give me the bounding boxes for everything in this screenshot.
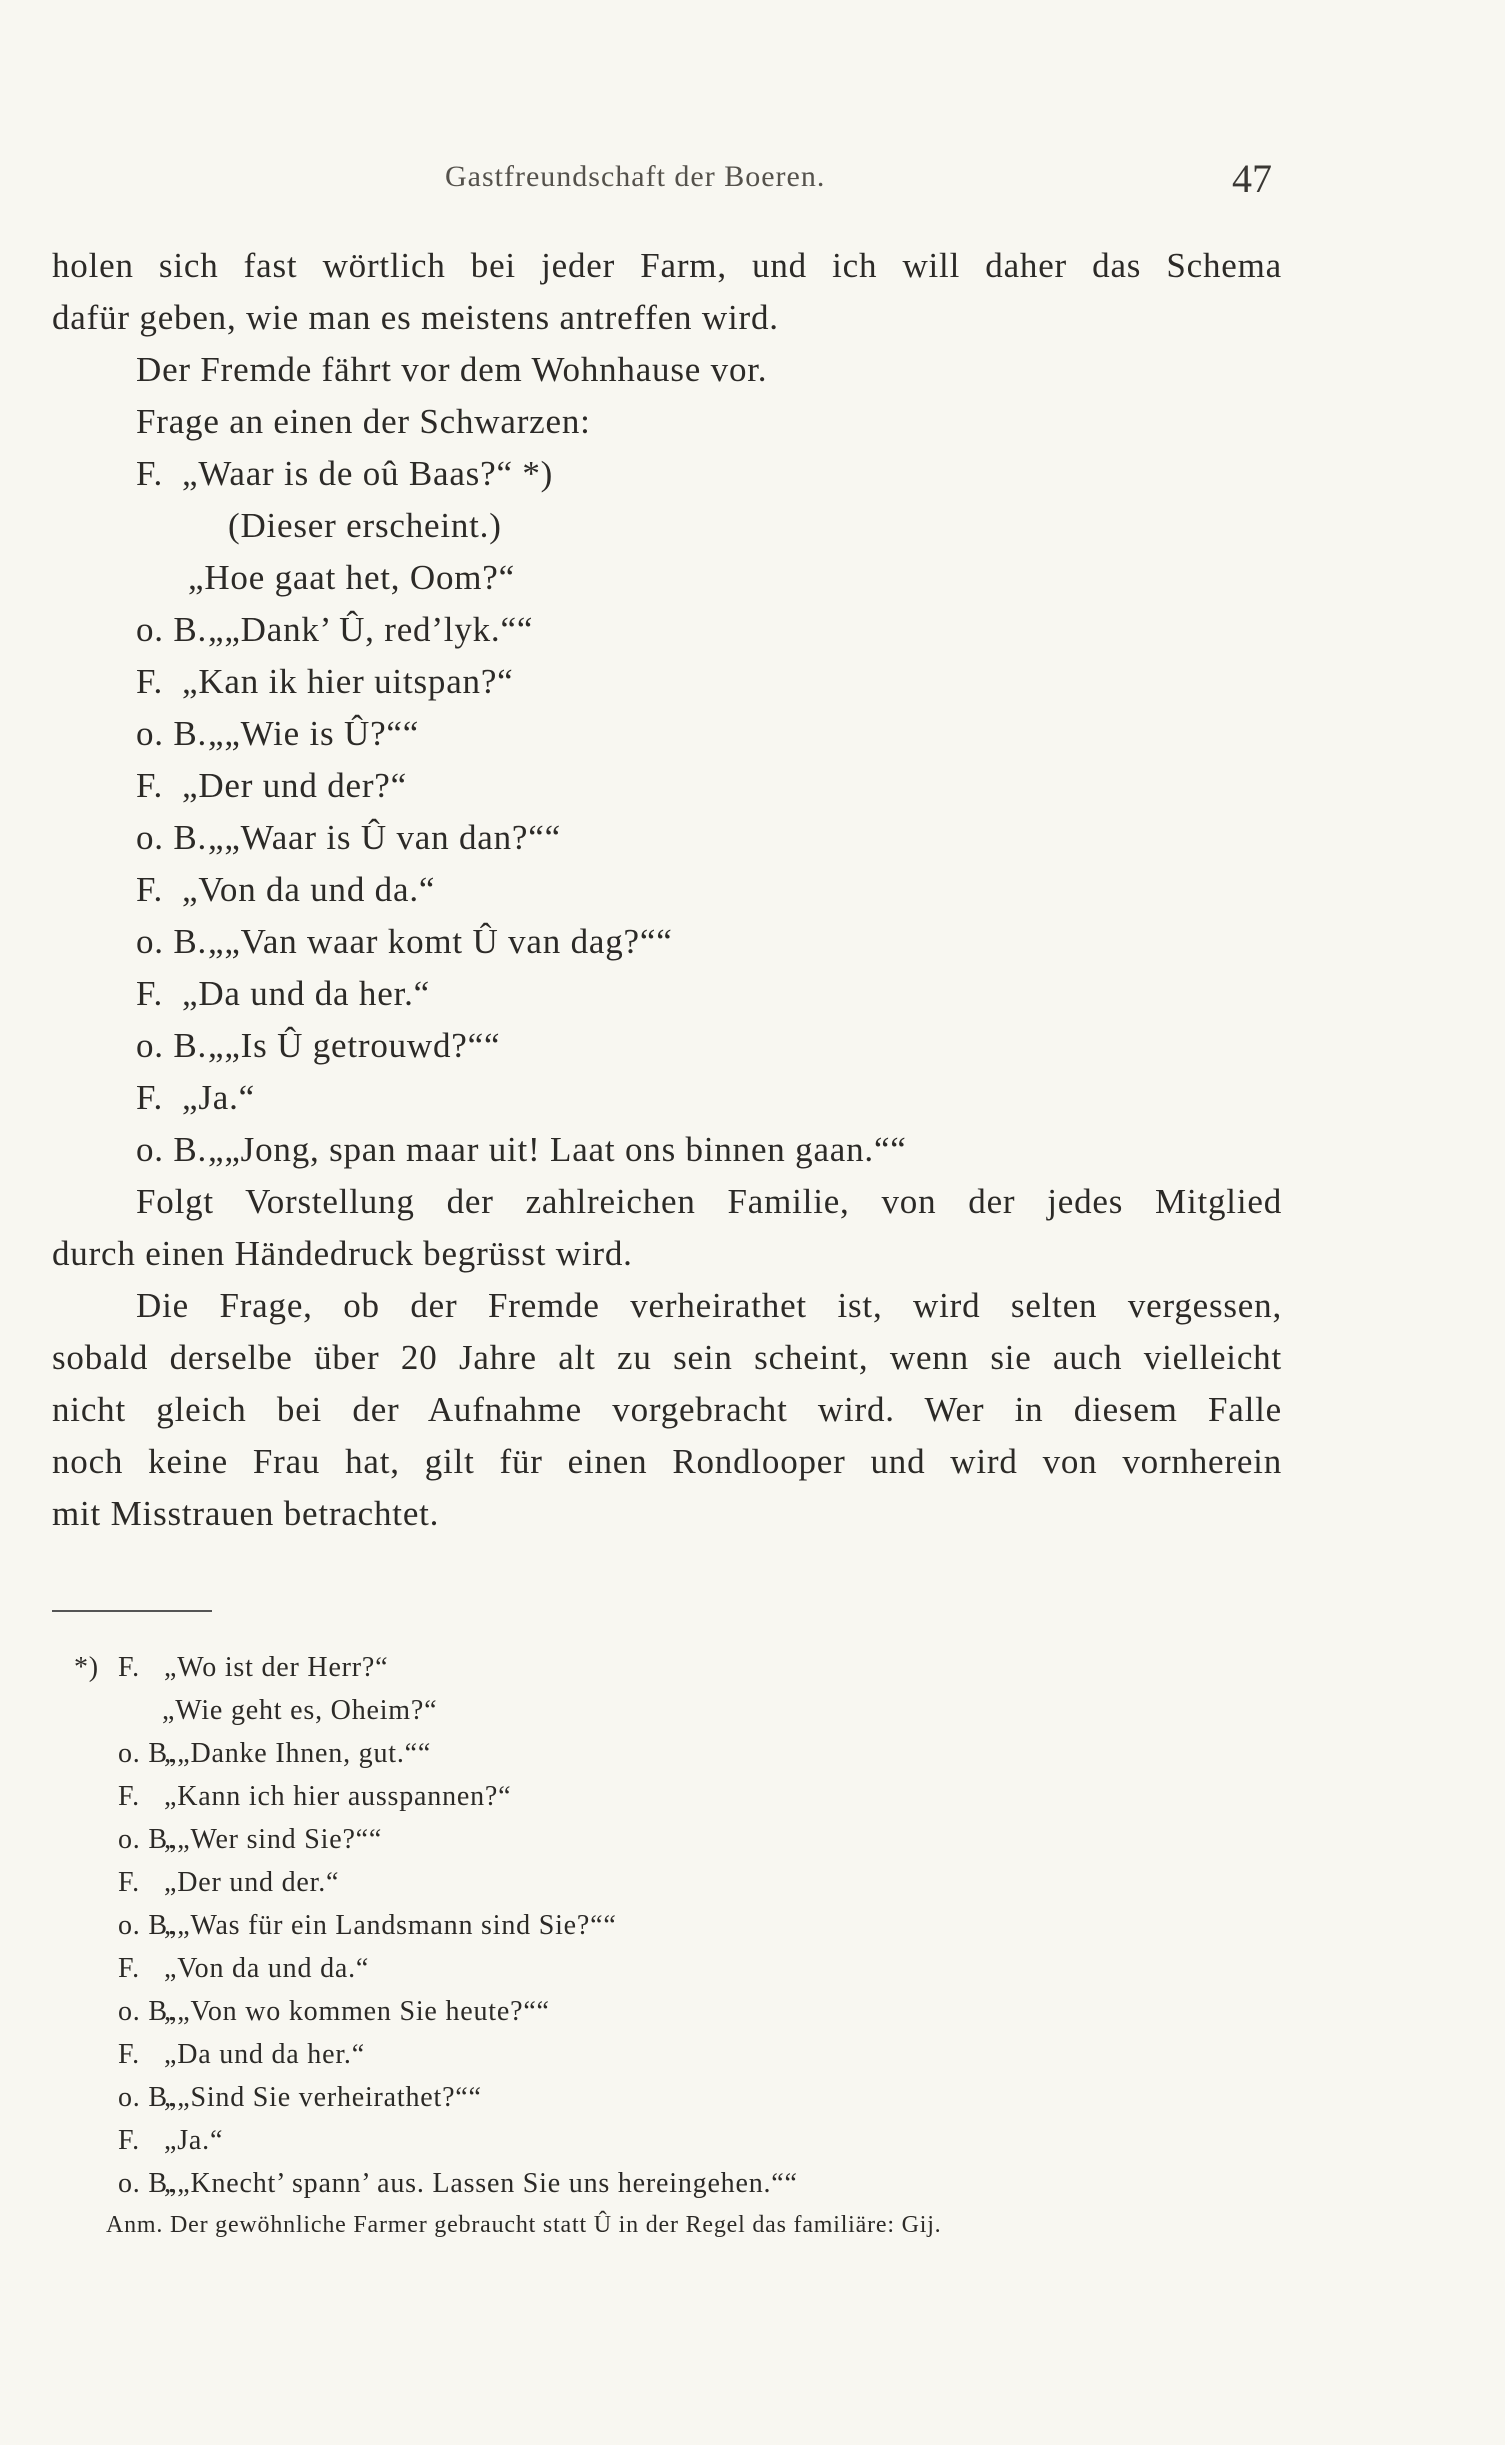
dialog-text: „Ja.“ — [182, 1078, 255, 1117]
footnote-line — [118, 2162, 1218, 2205]
footnote-line — [118, 2076, 1218, 2119]
footnote-line — [118, 1947, 1218, 1990]
text-line: noch keine Frau hat, gilt für einen Rondlooper und wird von vornherein — [52, 1442, 1282, 1481]
annotation-note: Anm. Der gewöhnliche Farmer gebraucht statt Û in der Regel das familiäre: Gij. — [106, 2212, 942, 2238]
dialog-text: „Von da und da.“ — [182, 870, 436, 909]
footnote-line — [118, 1689, 1218, 1732]
footnote-text: „Wie geht es, Oheim?“ — [162, 1695, 438, 1726]
footnote-line — [118, 1732, 1218, 1775]
text-line: Der Fremde fährt vor dem Wohnhause vor. — [136, 350, 768, 389]
dialog-text: „„Is Û getrouwd?““ — [208, 1026, 501, 1065]
dialog-line — [52, 1124, 1282, 1176]
footnote-text: „Von da und da.“ — [164, 1953, 370, 1984]
dialog-line — [52, 708, 1282, 760]
speaker: F. — [136, 974, 164, 1013]
speaker: F. — [136, 662, 164, 701]
footnote-line — [74, 1646, 1218, 1689]
page-number: 47 — [1232, 156, 1272, 201]
footnote-rule — [52, 1610, 212, 1612]
running-title: Gastfreundschaft der Boeren. — [445, 160, 826, 193]
dialog-line — [52, 552, 1282, 604]
speaker: F. — [118, 1781, 140, 1812]
speaker: F. — [136, 454, 164, 493]
dialog-text: „„Wie is Û?““ — [208, 714, 420, 753]
speaker: o. B. — [136, 1026, 208, 1065]
dialog-line — [52, 1020, 1282, 1072]
dialog-line — [52, 448, 1282, 500]
speaker: F. — [136, 766, 164, 805]
dialog-line — [52, 500, 1282, 552]
speaker: F. — [118, 2039, 140, 2070]
text-line: dafür geben, wie man es meistens antreffen wird. — [52, 298, 779, 337]
footnote-text: „„Was für ein Landsmann sind Sie?““ — [164, 1910, 617, 1941]
speaker: F. — [118, 2125, 140, 2156]
speaker: o. B. — [118, 1910, 176, 1941]
speaker: o. B. — [118, 1824, 176, 1855]
footnote-line — [118, 2119, 1218, 2162]
dialog-text: „Da und da her.“ — [182, 974, 430, 1013]
footnote-text: „Der und der.“ — [164, 1867, 340, 1898]
dialog-text: (Dieser erscheint.) — [228, 506, 502, 545]
speaker: o. B. — [136, 922, 208, 961]
footnote-text: „Ja.“ — [164, 2125, 224, 2156]
dialog-text: „„Van waar komt Û van dag?““ — [208, 922, 673, 961]
dialog-line — [52, 604, 1282, 656]
speaker: F. — [118, 1953, 140, 1984]
footnote-text: „„Von wo kommen Sie heute?““ — [164, 1996, 550, 2027]
footnote-line — [118, 1775, 1218, 1818]
footnote-text: „Wo ist der Herr?“ — [164, 1652, 389, 1683]
text-line: durch einen Händedruck begrüsst wird. — [52, 1234, 633, 1273]
footnote — [74, 1646, 1218, 2205]
speaker: o. B. — [118, 2168, 176, 2199]
dialog-text: „„Dank’ Û, red’lyk.““ — [208, 610, 534, 649]
footnote-line — [118, 1861, 1218, 1904]
dialog-line — [52, 968, 1282, 1020]
footnote-text: „„Wer sind Sie?““ — [164, 1824, 383, 1855]
dialog-text: „„Jong, span maar uit! Laat ons binnen gaan.““ — [208, 1130, 907, 1169]
text-line: nicht gleich bei der Aufnahme vorgebracht wird. Wer in diesem Falle — [52, 1390, 1282, 1429]
speaker: F. — [118, 1652, 140, 1683]
speaker: o. B. — [136, 714, 208, 753]
speaker: o. B. — [136, 818, 208, 857]
footnote-line — [118, 2033, 1218, 2076]
dialog-line — [52, 864, 1282, 916]
speaker: o. B. — [136, 1130, 208, 1169]
footnote-mark: *) — [74, 1652, 99, 1683]
dialog-text: „Der und der?“ — [182, 766, 407, 805]
speaker: o. B. — [118, 1996, 176, 2027]
footnote-line — [118, 1818, 1218, 1861]
dialog-line — [52, 760, 1282, 812]
speaker: o. B. — [118, 1738, 176, 1769]
speaker: o. B. — [136, 610, 208, 649]
dialog-line — [52, 916, 1282, 968]
page-header — [0, 155, 1505, 205]
dialog-line — [52, 1072, 1282, 1124]
text-line: holen sich fast wörtlich bei jeder Farm, und ich will daher das Schema — [52, 246, 1282, 285]
text-line: Folgt Vorstellung der zahlreichen Familie, von der jedes Mitglied — [136, 1182, 1282, 1221]
dialog-text: „„Waar is Û van dan?““ — [208, 818, 561, 857]
speaker: F. — [136, 870, 164, 909]
footnote-text: „„Knecht’ spann’ aus. Lassen Sie uns hereingehen.““ — [164, 2168, 798, 2199]
main-text — [52, 240, 1282, 1540]
footnote-text: „Kann ich hier ausspannen?“ — [164, 1781, 512, 1812]
dialog-line — [52, 812, 1282, 864]
footnote-text: „„Sind Sie verheirathet?““ — [164, 2082, 482, 2113]
speaker: F. — [118, 1867, 140, 1898]
speaker: F. — [136, 1078, 164, 1117]
dialog-text: „Kan ik hier uitspan?“ — [182, 662, 514, 701]
dialog — [52, 448, 1282, 1176]
text-line: Frage an einen der Schwarzen: — [136, 402, 591, 441]
footnote-line — [118, 1990, 1218, 2033]
speaker: o. B. — [118, 2082, 176, 2113]
dialog-text: „Waar is de oû Baas?“ *) — [182, 454, 554, 493]
dialog-text: „Hoe gaat het, Oom?“ — [188, 558, 515, 597]
text-line: sobald derselbe über 20 Jahre alt zu sein scheint, wenn sie auch vielleicht — [52, 1338, 1282, 1377]
dialog-line — [52, 656, 1282, 708]
footnote-text: „„Danke Ihnen, gut.““ — [164, 1738, 432, 1769]
footnote-line — [118, 1904, 1218, 1947]
text-line: Die Frage, ob der Fremde verheirathet ist, wird selten vergessen, — [136, 1286, 1282, 1325]
text-line: mit Misstrauen betrachtet. — [52, 1494, 440, 1533]
footnote-text: „Da und da her.“ — [164, 2039, 365, 2070]
